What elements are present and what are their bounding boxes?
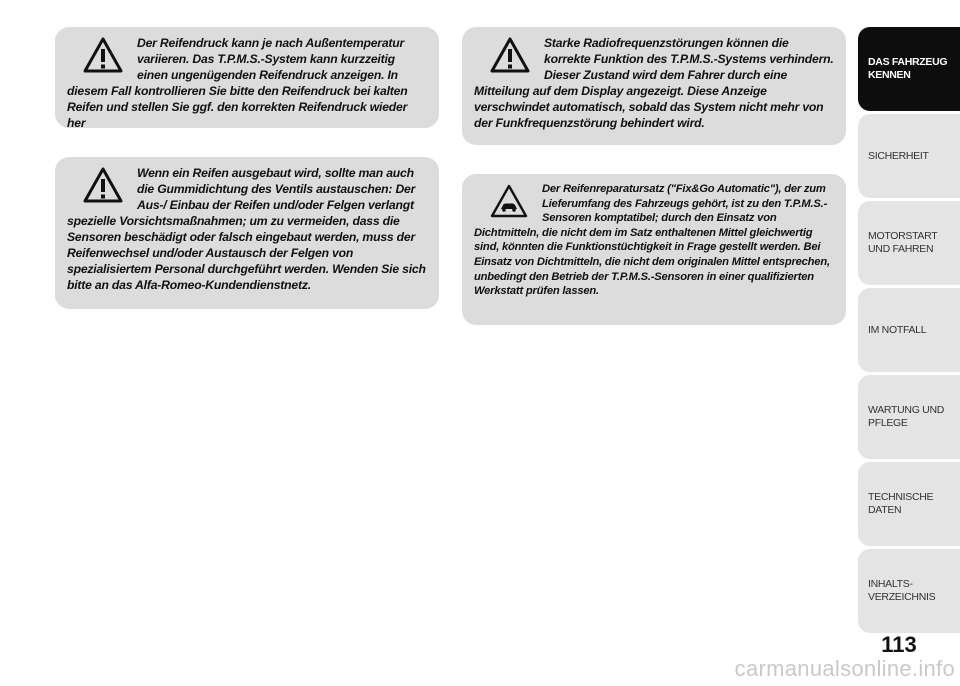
info-note-repair-kit (462, 174, 846, 325)
warning-note-radio-interference (462, 27, 846, 145)
warning-note-tire-removal (55, 157, 439, 309)
note-text: Der Reifenreparatursatz ("Fix&Go Automatic"), der zum Lieferumfang des Fahrzeugs gehört, ist zu den T.P.M.S.-Sensoren komptatibel; durch den Einsatz von Dichtmitteln, die nicht dem im Satz enthaltenen Mittel gleichwertig sind, könnten die Funktionstüchtigkeit in Frage gestellt werden. Bei Einsatz von Dichtmitteln, die nicht dem originalen Mittel entsprechen, unbedingt den Betrieb der T.P.M.S.-Sensoren in einer qualifizierten Werkstatt prüfen lassen. (474, 183, 830, 298)
note-text: Starke Radiofrequenzstörungen können die korrekte Funktion des T.P.M.S.-Systems verhindern. Dieser Zustand wird dem Fahrer durch eine Mitteilung auf dem Display angezeigt. Diese Anzeige verschwindet automatisch, sobald das System nicht mehr von der Funkfrequenzstörung behindert wird. (474, 36, 834, 130)
tab-inhaltsverzeichnis[interactable]: INHALTS- VERZEICHNIS (858, 549, 960, 633)
warning-triangle-icon (83, 167, 123, 203)
watermark: carmanualsonline.info (734, 656, 955, 681)
warning-triangle-icon (83, 37, 123, 73)
warning-triangle-icon (490, 37, 530, 73)
tab-wartung-und-pflege[interactable]: WARTUNG UND PFLEGE (858, 375, 960, 459)
page-number: 113 (881, 632, 917, 657)
note-text: Wenn ein Reifen ausgebaut wird, sollte man auch die Gummidichtung des Ventils austauschen: Der Aus-/ Einbau der Reifen und/oder Felgen verlangt spezielle Vorsichtsmaßnahmen; um zu vermeiden, dass die Sensoren beschädigt oder falsch eingebaut werden, muss der Reifenwechsel und/oder Austausch der Felgen von spezialisiertem Personal durchgeführt werden. Wenden Sie sich bitte an das Alfa-Romeo-Kundendienstnetz. (67, 166, 426, 292)
note-text: Der Reifendruck kann je nach Außentemperatur variieren. Das T.P.M.S.-System kann kurzzeitig einen ungenügenden Reifendruck anzeigen. In diesem Fall kontrollieren Sie bitte den Reifendruck bei kalten Reifen und stellen Sie ggf. den korrekten Reifendruck wieder her (67, 36, 408, 130)
car-info-icon (490, 184, 528, 218)
tab-motorstart-und-fahren[interactable]: MOTORSTART UND FAHREN (858, 201, 960, 285)
warning-note-tire-pressure (55, 27, 439, 128)
tab-technische-daten[interactable]: TECHNISCHE DATEN (858, 462, 960, 546)
tab-im-notfall[interactable]: IM NOTFALL (858, 288, 960, 372)
tab-das-fahrzeug-kennen[interactable]: DAS FAHRZEUG KENNEN (858, 27, 960, 111)
tab-sicherheit[interactable]: SICHERHEIT (858, 114, 960, 198)
